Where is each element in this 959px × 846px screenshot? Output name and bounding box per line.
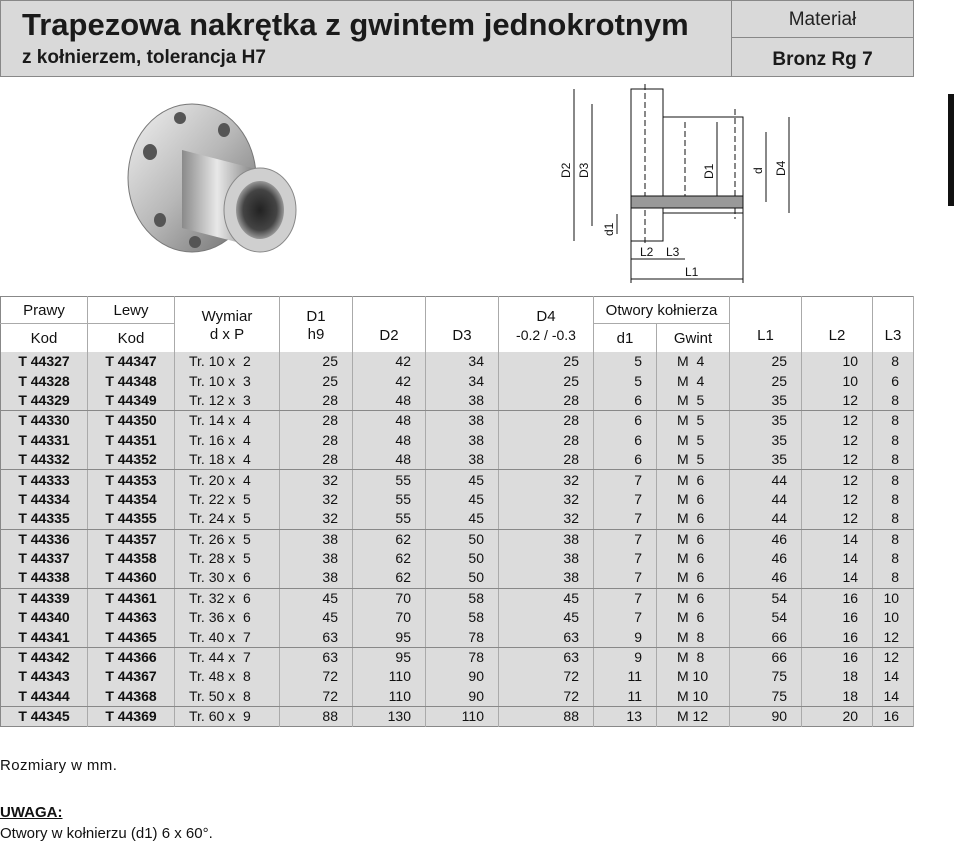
kod-prawy-cell: T 44333 — [1, 470, 88, 490]
L3-cell: 8 — [873, 490, 914, 509]
d1-cell: 9 — [594, 647, 657, 667]
table-row — [1, 549, 914, 568]
gwint-cell: M 10 — [657, 667, 730, 686]
L3-cell: 8 — [873, 391, 914, 411]
D4-cell: 63 — [499, 627, 594, 647]
material-label: Materiał — [732, 1, 913, 38]
wymiar-cell: Tr. 40 x 7 — [175, 627, 280, 647]
kod-prawy-cell: T 44339 — [1, 588, 88, 608]
header-D1-label: D1 — [306, 308, 326, 325]
table-row — [1, 431, 914, 450]
header-gwint: Gwint — [657, 324, 730, 353]
D2-cell: 48 — [353, 411, 426, 431]
L2-cell: 16 — [802, 627, 873, 647]
L2-cell: 14 — [802, 529, 873, 549]
L3-cell: 8 — [873, 431, 914, 450]
d1-cell: 6 — [594, 450, 657, 470]
kod-lewy-cell: T 44353 — [88, 470, 175, 490]
D4-cell: 38 — [499, 568, 594, 588]
D3-cell: 45 — [426, 470, 499, 490]
header-d1: d1 — [594, 324, 657, 353]
L1-cell: 66 — [730, 627, 802, 647]
kod-lewy-cell: T 44361 — [88, 588, 175, 608]
D4-cell: 32 — [499, 470, 594, 490]
kod-prawy-cell: T 44343 — [1, 667, 88, 686]
material-panel — [732, 0, 914, 77]
gwint-cell: M 12 — [657, 707, 730, 727]
spec-table-body — [1, 352, 914, 727]
L2-cell: 16 — [802, 608, 873, 627]
kod-lewy-cell: T 44351 — [88, 431, 175, 450]
table-row — [1, 667, 914, 686]
D1-cell: 72 — [280, 667, 353, 686]
D1-cell: 63 — [280, 647, 353, 667]
table-row — [1, 352, 914, 371]
D1-cell: 32 — [280, 490, 353, 509]
kod-prawy-cell: T 44331 — [1, 431, 88, 450]
L1-cell: 44 — [730, 490, 802, 509]
header-D4-tol: -0.2 / -0.3 — [516, 327, 576, 343]
table-row — [1, 470, 914, 490]
L3-cell: 8 — [873, 568, 914, 588]
D4-cell: 25 — [499, 371, 594, 390]
wymiar-cell: Tr. 44 x 7 — [175, 647, 280, 667]
gwint-cell: M 4 — [657, 371, 730, 390]
D3-cell: 110 — [426, 707, 499, 727]
D3-cell: 34 — [426, 371, 499, 390]
header-wymiar — [175, 297, 280, 353]
gwint-cell: M 6 — [657, 470, 730, 490]
kod-lewy-cell: T 44348 — [88, 371, 175, 390]
L3-cell: 8 — [873, 470, 914, 490]
spec-table — [0, 296, 914, 727]
D2-cell: 130 — [353, 707, 426, 727]
L1-cell: 54 — [730, 588, 802, 608]
L3-cell: 14 — [873, 687, 914, 707]
D1-cell: 63 — [280, 627, 353, 647]
wymiar-cell: Tr. 24 x 5 — [175, 509, 280, 529]
D1-cell: 45 — [280, 608, 353, 627]
kod-lewy-cell: T 44369 — [88, 707, 175, 727]
L3-cell: 8 — [873, 509, 914, 529]
wymiar-cell: Tr. 10 x 2 — [175, 352, 280, 371]
L2-cell: 16 — [802, 647, 873, 667]
D3-cell: 58 — [426, 608, 499, 627]
wymiar-cell: Tr. 10 x 3 — [175, 371, 280, 390]
kod-prawy-cell: T 44336 — [1, 529, 88, 549]
D3-cell: 78 — [426, 647, 499, 667]
kod-lewy-cell: T 44357 — [88, 529, 175, 549]
table-row — [1, 627, 914, 647]
d1-cell: 7 — [594, 529, 657, 549]
kod-lewy-cell: T 44360 — [88, 568, 175, 588]
header-D2: D2 — [353, 297, 426, 353]
L2-cell: 12 — [802, 470, 873, 490]
header-D3: D3 — [426, 297, 499, 353]
material-value: Bronz Rg 7 — [772, 49, 873, 70]
D2-cell: 62 — [353, 568, 426, 588]
D4-cell: 25 — [499, 352, 594, 371]
D1-cell: 38 — [280, 549, 353, 568]
wymiar-cell: Tr. 36 x 6 — [175, 608, 280, 627]
kod-lewy-cell: T 44347 — [88, 352, 175, 371]
kod-lewy-cell: T 44366 — [88, 647, 175, 667]
kod-lewy-cell: T 44363 — [88, 608, 175, 627]
L3-cell: 8 — [873, 450, 914, 470]
d1-cell: 7 — [594, 490, 657, 509]
header-D1-tol: h9 — [307, 326, 325, 343]
units-note: Rozmiary w mm. — [0, 757, 118, 774]
kod-prawy-cell: T 44327 — [1, 352, 88, 371]
L3-cell: 8 — [873, 529, 914, 549]
L2-cell: 12 — [802, 509, 873, 529]
d1-cell: 6 — [594, 411, 657, 431]
gwint-cell: M 8 — [657, 647, 730, 667]
page-title: Trapezowa nakrętka z gwintem jednokrotnym — [22, 7, 689, 42]
table-row — [1, 568, 914, 588]
D3-cell: 90 — [426, 687, 499, 707]
kod-lewy-cell: T 44352 — [88, 450, 175, 470]
page-subtitle: z kołnierzem, tolerancja H7 — [22, 47, 266, 68]
kod-prawy-cell: T 44335 — [1, 509, 88, 529]
kod-lewy-cell: T 44358 — [88, 549, 175, 568]
L2-cell: 14 — [802, 568, 873, 588]
header-L3: L3 — [873, 297, 914, 353]
d1-cell: 7 — [594, 568, 657, 588]
D3-cell: 38 — [426, 431, 499, 450]
kod-prawy-cell: T 44342 — [1, 647, 88, 667]
L1-cell: 46 — [730, 529, 802, 549]
gwint-cell: M 5 — [657, 431, 730, 450]
D2-cell: 42 — [353, 352, 426, 371]
D2-cell: 110 — [353, 667, 426, 686]
D2-cell: 48 — [353, 391, 426, 411]
D1-cell: 88 — [280, 707, 353, 727]
L2-cell: 12 — [802, 431, 873, 450]
L2-cell: 16 — [802, 588, 873, 608]
table-row — [1, 450, 914, 470]
D2-cell: 62 — [353, 529, 426, 549]
L1-cell: 35 — [730, 450, 802, 470]
kod-lewy-cell: T 44368 — [88, 687, 175, 707]
L1-cell: 44 — [730, 509, 802, 529]
technical-drawing — [555, 84, 800, 284]
label-D3: D3 — [577, 162, 591, 178]
wymiar-cell: Tr. 20 x 4 — [175, 470, 280, 490]
header-prawy: Prawy — [1, 297, 88, 324]
D1-cell: 38 — [280, 529, 353, 549]
D3-cell: 38 — [426, 450, 499, 470]
L1-cell: 25 — [730, 352, 802, 371]
D1-cell: 28 — [280, 391, 353, 411]
D4-cell: 88 — [499, 707, 594, 727]
L3-cell: 16 — [873, 707, 914, 727]
label-L3: L3 — [666, 245, 680, 259]
d1-cell: 7 — [594, 470, 657, 490]
L1-cell: 66 — [730, 647, 802, 667]
header-D1 — [280, 297, 353, 353]
L2-cell: 14 — [802, 549, 873, 568]
L2-cell: 12 — [802, 391, 873, 411]
table-row — [1, 411, 914, 431]
label-D1: D1 — [702, 163, 716, 179]
D3-cell: 78 — [426, 627, 499, 647]
L1-cell: 44 — [730, 470, 802, 490]
table-row — [1, 391, 914, 411]
d1-cell: 7 — [594, 549, 657, 568]
header-kod-lewy: Kod — [88, 324, 175, 353]
L2-cell: 10 — [802, 371, 873, 390]
d1-cell: 7 — [594, 588, 657, 608]
L3-cell: 8 — [873, 411, 914, 431]
wymiar-cell: Tr. 18 x 4 — [175, 450, 280, 470]
D4-cell: 72 — [499, 687, 594, 707]
D2-cell: 48 — [353, 450, 426, 470]
d1-cell: 11 — [594, 687, 657, 707]
L1-cell: 75 — [730, 667, 802, 686]
gwint-cell: M 10 — [657, 687, 730, 707]
kod-lewy-cell: T 44350 — [88, 411, 175, 431]
L1-cell: 35 — [730, 411, 802, 431]
label-d: d — [751, 167, 765, 174]
kod-prawy-cell: T 44340 — [1, 608, 88, 627]
d1-cell: 9 — [594, 627, 657, 647]
kod-prawy-cell: T 44328 — [1, 371, 88, 390]
d1-cell: 5 — [594, 352, 657, 371]
kod-prawy-cell: T 44330 — [1, 411, 88, 431]
header-lewy: Lewy — [88, 297, 175, 324]
D3-cell: 38 — [426, 411, 499, 431]
D2-cell: 70 — [353, 608, 426, 627]
d1-cell: 7 — [594, 509, 657, 529]
L1-cell: 35 — [730, 391, 802, 411]
warning-heading: UWAGA: — [0, 804, 63, 821]
header-D4 — [499, 297, 594, 353]
D1-cell: 25 — [280, 371, 353, 390]
header-L1: L1 — [730, 297, 802, 353]
L2-cell: 12 — [802, 411, 873, 431]
L2-cell: 10 — [802, 352, 873, 371]
wymiar-cell: Tr. 22 x 5 — [175, 490, 280, 509]
D2-cell: 55 — [353, 470, 426, 490]
d1-cell: 6 — [594, 391, 657, 411]
wymiar-cell: Tr. 26 x 5 — [175, 529, 280, 549]
gwint-cell: M 6 — [657, 529, 730, 549]
L3-cell: 12 — [873, 627, 914, 647]
L2-cell: 18 — [802, 687, 873, 707]
gwint-cell: M 8 — [657, 627, 730, 647]
D3-cell: 50 — [426, 529, 499, 549]
kod-lewy-cell: T 44354 — [88, 490, 175, 509]
D4-cell: 28 — [499, 450, 594, 470]
kod-prawy-cell: T 44338 — [1, 568, 88, 588]
D3-cell: 50 — [426, 568, 499, 588]
wymiar-cell: Tr. 28 x 5 — [175, 549, 280, 568]
L3-cell: 12 — [873, 647, 914, 667]
D1-cell: 72 — [280, 687, 353, 707]
D1-cell: 45 — [280, 588, 353, 608]
kod-lewy-cell: T 44365 — [88, 627, 175, 647]
L3-cell: 10 — [873, 588, 914, 608]
kod-prawy-cell: T 44345 — [1, 707, 88, 727]
L2-cell: 12 — [802, 490, 873, 509]
L1-cell: 46 — [730, 568, 802, 588]
gwint-cell: M 5 — [657, 391, 730, 411]
D1-cell: 25 — [280, 352, 353, 371]
L1-cell: 90 — [730, 707, 802, 727]
L3-cell: 8 — [873, 549, 914, 568]
kod-prawy-cell: T 44332 — [1, 450, 88, 470]
header-kod-prawy: Kod — [1, 324, 88, 353]
D1-cell: 28 — [280, 411, 353, 431]
D4-cell: 72 — [499, 667, 594, 686]
D3-cell: 90 — [426, 667, 499, 686]
D2-cell: 95 — [353, 647, 426, 667]
side-marker — [948, 94, 954, 206]
D1-cell: 28 — [280, 431, 353, 450]
L3-cell: 14 — [873, 667, 914, 686]
L1-cell: 35 — [730, 431, 802, 450]
L1-cell: 54 — [730, 608, 802, 627]
D4-cell: 63 — [499, 647, 594, 667]
kod-prawy-cell: T 44329 — [1, 391, 88, 411]
L3-cell: 10 — [873, 608, 914, 627]
kod-prawy-cell: T 44337 — [1, 549, 88, 568]
kod-prawy-cell: T 44334 — [1, 490, 88, 509]
table-row — [1, 371, 914, 390]
warning-text: Otwory w kołnierzu (d1) 6 x 60°. — [0, 825, 213, 842]
wymiar-cell: Tr. 12 x 3 — [175, 391, 280, 411]
D2-cell: 70 — [353, 588, 426, 608]
D4-cell: 45 — [499, 608, 594, 627]
gwint-cell: M 6 — [657, 509, 730, 529]
L3-cell: 8 — [873, 352, 914, 371]
D1-cell: 32 — [280, 470, 353, 490]
d1-cell: 13 — [594, 707, 657, 727]
L2-cell: 20 — [802, 707, 873, 727]
wymiar-cell: Tr. 60 x 9 — [175, 707, 280, 727]
D4-cell: 38 — [499, 529, 594, 549]
L1-cell: 25 — [730, 371, 802, 390]
D4-cell: 32 — [499, 509, 594, 529]
table-row — [1, 490, 914, 509]
kod-prawy-cell: T 44344 — [1, 687, 88, 707]
d1-cell: 5 — [594, 371, 657, 390]
header-otwory: Otwory kołnierza — [594, 297, 730, 324]
kod-prawy-cell: T 44341 — [1, 627, 88, 647]
gwint-cell: M 4 — [657, 352, 730, 371]
L3-cell: 6 — [873, 371, 914, 390]
L1-cell: 46 — [730, 549, 802, 568]
title-panel — [0, 0, 732, 77]
D4-cell: 28 — [499, 391, 594, 411]
label-D2: D2 — [559, 162, 573, 178]
D4-cell: 32 — [499, 490, 594, 509]
wymiar-cell: Tr. 48 x 8 — [175, 667, 280, 686]
gwint-cell: M 5 — [657, 450, 730, 470]
gwint-cell: M 6 — [657, 568, 730, 588]
L2-cell: 18 — [802, 667, 873, 686]
table-row — [1, 529, 914, 549]
D4-cell: 28 — [499, 431, 594, 450]
table-row — [1, 608, 914, 627]
wymiar-cell: Tr. 32 x 6 — [175, 588, 280, 608]
D2-cell: 95 — [353, 627, 426, 647]
header-D4-label: D4 — [536, 308, 556, 325]
D3-cell: 58 — [426, 588, 499, 608]
gwint-cell: M 6 — [657, 608, 730, 627]
D4-cell: 38 — [499, 549, 594, 568]
header-wymiar-line1: Wymiar — [201, 308, 253, 325]
wymiar-cell: Tr. 14 x 4 — [175, 411, 280, 431]
flange-nut-photo — [120, 100, 305, 265]
D2-cell: 55 — [353, 490, 426, 509]
D2-cell: 48 — [353, 431, 426, 450]
L2-cell: 12 — [802, 450, 873, 470]
D3-cell: 45 — [426, 509, 499, 529]
table-row — [1, 647, 914, 667]
kod-lewy-cell: T 44355 — [88, 509, 175, 529]
D3-cell: 50 — [426, 549, 499, 568]
label-D4: D4 — [774, 160, 788, 176]
label-L2: L2 — [640, 245, 654, 259]
d1-cell: 11 — [594, 667, 657, 686]
table-row — [1, 509, 914, 529]
D2-cell: 62 — [353, 549, 426, 568]
table-row — [1, 588, 914, 608]
gwint-cell: M 6 — [657, 549, 730, 568]
wymiar-cell: Tr. 50 x 8 — [175, 687, 280, 707]
D1-cell: 38 — [280, 568, 353, 588]
label-L1: L1 — [685, 265, 699, 279]
header-wymiar-line2: d x P — [209, 326, 245, 343]
D4-cell: 28 — [499, 411, 594, 431]
D2-cell: 110 — [353, 687, 426, 707]
D1-cell: 32 — [280, 509, 353, 529]
header-L2: L2 — [802, 297, 873, 353]
wymiar-cell: Tr. 16 x 4 — [175, 431, 280, 450]
kod-lewy-cell: T 44349 — [88, 391, 175, 411]
gwint-cell: M 6 — [657, 490, 730, 509]
gwint-cell: M 6 — [657, 588, 730, 608]
gwint-cell: M 5 — [657, 411, 730, 431]
kod-lewy-cell: T 44367 — [88, 667, 175, 686]
wymiar-cell: Tr. 30 x 6 — [175, 568, 280, 588]
D3-cell: 34 — [426, 352, 499, 371]
d1-cell: 7 — [594, 608, 657, 627]
D4-cell: 45 — [499, 588, 594, 608]
D2-cell: 55 — [353, 509, 426, 529]
D2-cell: 42 — [353, 371, 426, 390]
D3-cell: 38 — [426, 391, 499, 411]
table-row — [1, 687, 914, 707]
d1-cell: 6 — [594, 431, 657, 450]
table-row — [1, 707, 914, 727]
D3-cell: 45 — [426, 490, 499, 509]
D1-cell: 28 — [280, 450, 353, 470]
L1-cell: 75 — [730, 687, 802, 707]
label-d1: d1 — [602, 222, 616, 236]
